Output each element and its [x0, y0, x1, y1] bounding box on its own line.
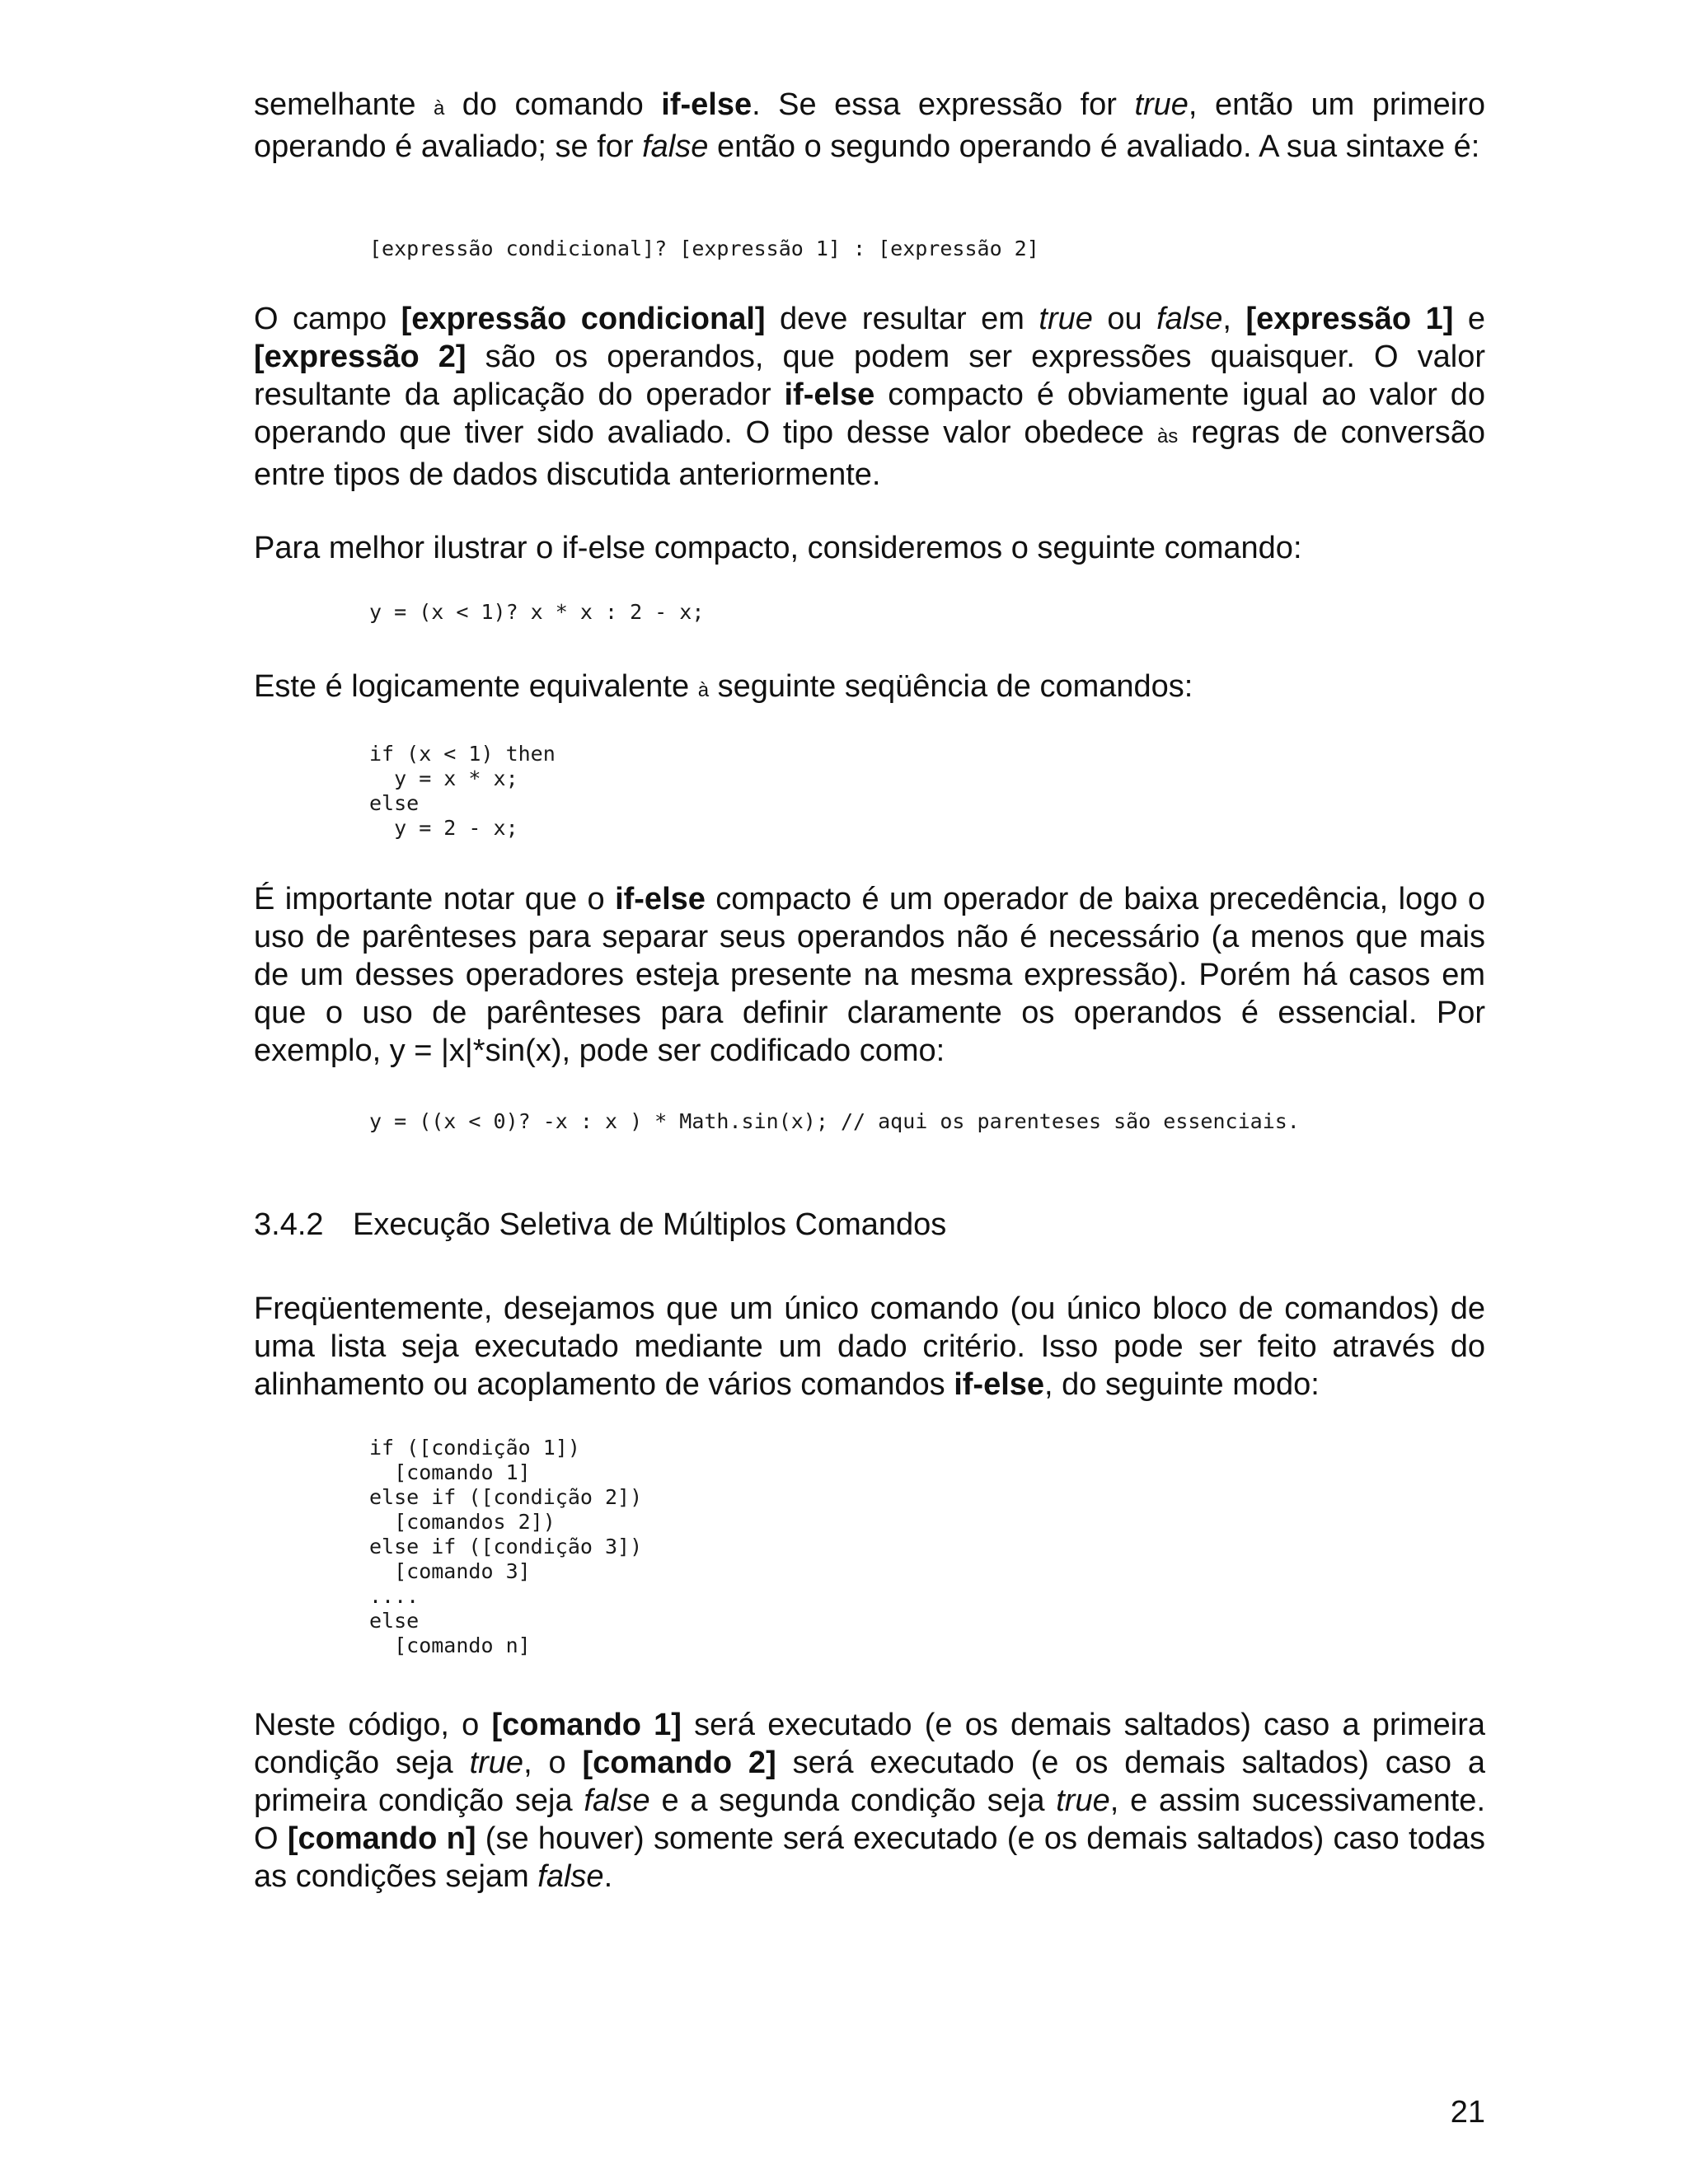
text-run: semelhante [254, 87, 434, 122]
text-run: , [1222, 302, 1246, 336]
text-run: É importante notar que o [254, 882, 616, 916]
section-title: Execução Seletiva de Múltiplos Comandos [353, 1207, 947, 1242]
paragraph-illustrate: Para melhor ilustrar o if-else compacto, consideremos o seguinte comando: [254, 531, 1302, 565]
text-run: às [1156, 425, 1179, 448]
keyword-if-else: if-else [661, 87, 753, 122]
text-run: O campo [254, 302, 401, 336]
text-run: , o [523, 1746, 583, 1780]
term-true: true [1039, 302, 1093, 336]
paragraph-code-explanation [254, 1706, 1485, 1896]
term-expression-1: [expressão 1] [1245, 302, 1454, 336]
code-ternary-example: y = (x < 1)? x * x : 2 - x; [369, 600, 705, 624]
text-run: seguinte seqüência de comandos: [709, 669, 1193, 704]
code-if-then-else: if (x < 1) then y = x * x; else y = 2 - x; [369, 742, 556, 840]
term-true: true [1056, 1783, 1110, 1818]
paragraph-ternary-intro [254, 86, 1485, 166]
term-comando-1: [comando 1] [491, 1708, 682, 1742]
paragraph-precedence [254, 880, 1485, 1070]
term-expression-2: [expressão 2] [254, 340, 467, 374]
code-nested-if-else: if ([condição 1]) [comando 1] else if ([condição 2]) [comandos 2]) else if ([condição 3]) [comando 3] .... else [comando n] [369, 1436, 643, 1657]
text-run: deve resultar em [765, 302, 1039, 336]
section-heading [254, 1206, 946, 1244]
text-run: e [1453, 302, 1486, 336]
text-run: Este é logicamente equivalente [254, 669, 698, 704]
text-run: . Se essa expressão for [752, 87, 1135, 122]
text-run: Freqüentemente, desejamos que um único comando (ou único bloco de comandos) de uma lista seja executado mediante um dado critério. Isso pode ser feito através do alinhamento ou acoplamento de vários comandos [254, 1291, 1485, 1402]
text-run: à [433, 97, 445, 120]
keyword-if-else: if-else [784, 377, 875, 412]
text-run: será executado (e os demais saltados) caso a primeira condição seja [254, 1708, 1485, 1780]
paragraph-multiple-commands [254, 1290, 1485, 1404]
text-run: , do seguinte modo: [1044, 1367, 1320, 1402]
code-syntax: [expressão condicional]? [expressão 1] : [expressão 2] [369, 237, 1039, 260]
keyword-if-else: if-else [954, 1367, 1045, 1402]
term-comando-2: [comando 2] [582, 1746, 776, 1780]
term-conditional-expression: [expressão condicional] [401, 302, 766, 336]
keyword-if-else: if-else [615, 882, 706, 916]
text-run: à [697, 679, 710, 701]
text-run: Neste código, o [254, 1708, 492, 1742]
term-comando-n: [comando n] [287, 1821, 476, 1856]
text-run: compacto é um operador de baixa precedência, logo o uso de parênteses para separar seus operandos não é necessário (a menos que mais de um desses operadores esteja presente na mesma expressão). Porém há casos em que o uso de parênteses para definir claramente os operandos é essencial. Por exemplo, y = |x|*sin(x), pode ser codificado como: [254, 882, 1485, 1068]
paragraph-equivalent [254, 668, 1485, 710]
text-run: do comando [444, 87, 662, 122]
term-true: true [1134, 87, 1189, 122]
text-run: são os operandos, que podem ser expressões quaisquer. O valor resultante da aplicação do operador [254, 340, 1485, 412]
text-run: , e assim sucessivamente. O [254, 1783, 1485, 1856]
text-run: então o segundo operando é avaliado. A sua sintaxe é: [708, 129, 1480, 164]
page-number: 21 [1450, 2095, 1485, 2130]
text-run: regras de conversão entre tipos de dados discutida anteriormente. [254, 415, 1485, 492]
term-false: false [584, 1783, 650, 1818]
text-run: compacto é obviamente igual ao valor do operando que tiver sido avaliado. O tipo desse valor obedece [254, 377, 1485, 450]
text-run: (se houver) somente será executado (e os demais saltados) caso todas as condições sejam [254, 1821, 1485, 1894]
term-false: false [537, 1859, 604, 1894]
text-run: . [603, 1859, 613, 1894]
section-number: 3.4.2 [254, 1207, 324, 1242]
code-parentheses-example: y = ((x < 0)? -x : x ) * Math.sin(x); // aqui os parenteses são essenciais. [369, 1109, 1300, 1133]
text-run: e a segunda condição seja [649, 1783, 1057, 1818]
text-run: , então um primeiro operando é avaliado; se for [254, 87, 1486, 164]
term-false: false [1156, 302, 1223, 336]
paragraph-operands [254, 300, 1485, 494]
term-true: true [469, 1746, 524, 1780]
term-false: false [642, 129, 709, 164]
text-run: será executado (e os demais saltados) caso a primeira condição seja [254, 1746, 1485, 1818]
text-run: ou [1092, 302, 1157, 336]
